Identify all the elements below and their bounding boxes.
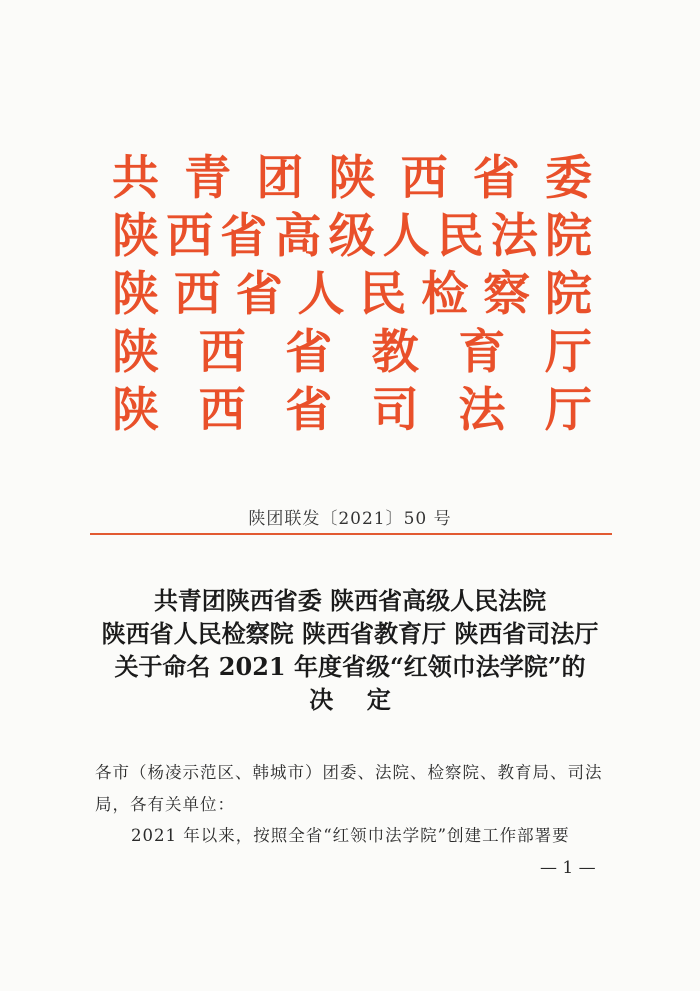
issuer-char: 陕 [112, 267, 159, 322]
issuer-char: 民 [359, 267, 407, 322]
issuer-char: 厅 [544, 383, 592, 438]
issuer-char: 院 [544, 267, 592, 322]
issuing-authorities [112, 150, 592, 440]
issuer-char: 陕 [112, 209, 159, 264]
issuer-char: 人 [382, 209, 430, 264]
issuer-char: 共 [112, 151, 159, 206]
issuer-char: 省 [472, 151, 520, 206]
issuer-line [112, 150, 592, 208]
issuer-char: 西 [173, 267, 221, 322]
issuer-char: 法 [458, 383, 506, 438]
issuer-line [112, 266, 592, 324]
issuer-char: 法 [490, 209, 538, 264]
title-line: 共青团陕西省委 陕西省高级人民法院 [153, 586, 547, 615]
title-line: 陕西省人民检察院 陕西省教育厅 陕西省司法厅 [101, 619, 599, 648]
issuer-line [112, 382, 592, 440]
issuer-char: 陕 [112, 325, 159, 380]
issuer-char: 省 [235, 267, 283, 322]
issuer-char: 省 [285, 383, 333, 438]
issuer-char: 青 [184, 151, 232, 206]
issuer-char: 陕 [112, 383, 159, 438]
issuer-char: 团 [256, 151, 304, 206]
document-title [80, 584, 620, 716]
issuer-char: 省 [220, 209, 268, 264]
issuer-char: 民 [436, 209, 484, 264]
document-number: 陕团联发〔2021〕50 号 [248, 509, 452, 529]
header-divider [90, 533, 612, 535]
issuer-line [112, 208, 592, 266]
issuer-char: 西 [400, 151, 448, 206]
issuer-char: 院 [545, 209, 592, 264]
issuer-line [112, 324, 592, 382]
issuer-char: 检 [421, 267, 469, 322]
issuer-char: 西 [198, 325, 246, 380]
title-line: 关于命名 2021 年度省级“红领巾法学院”的 [114, 652, 586, 681]
page-number: — 1 — [540, 858, 596, 878]
issuer-char: 司 [371, 383, 419, 438]
issuer-char: 委 [544, 151, 592, 206]
body-paragraph: 2021 年以来，按照全省“红领巾法学院”创建工作部署要 [131, 826, 570, 845]
issuer-char: 教 [371, 325, 419, 380]
issuer-char: 人 [297, 267, 345, 322]
issuer-char: 陕 [328, 151, 376, 206]
issuer-char: 西 [166, 209, 214, 264]
addressee: 各市（杨凌示范区、韩城市）团委、法院、检察院、教育局、司法局，各有关单位： [95, 763, 603, 814]
title-line: 决 定 [309, 685, 391, 714]
issuer-char: 省 [285, 325, 333, 380]
issuer-char: 育 [458, 325, 506, 380]
issuer-char: 察 [483, 267, 531, 322]
issuer-char: 高 [274, 209, 322, 264]
issuer-char: 西 [198, 383, 246, 438]
issuer-char: 级 [328, 209, 376, 264]
issuer-char: 厅 [544, 325, 592, 380]
